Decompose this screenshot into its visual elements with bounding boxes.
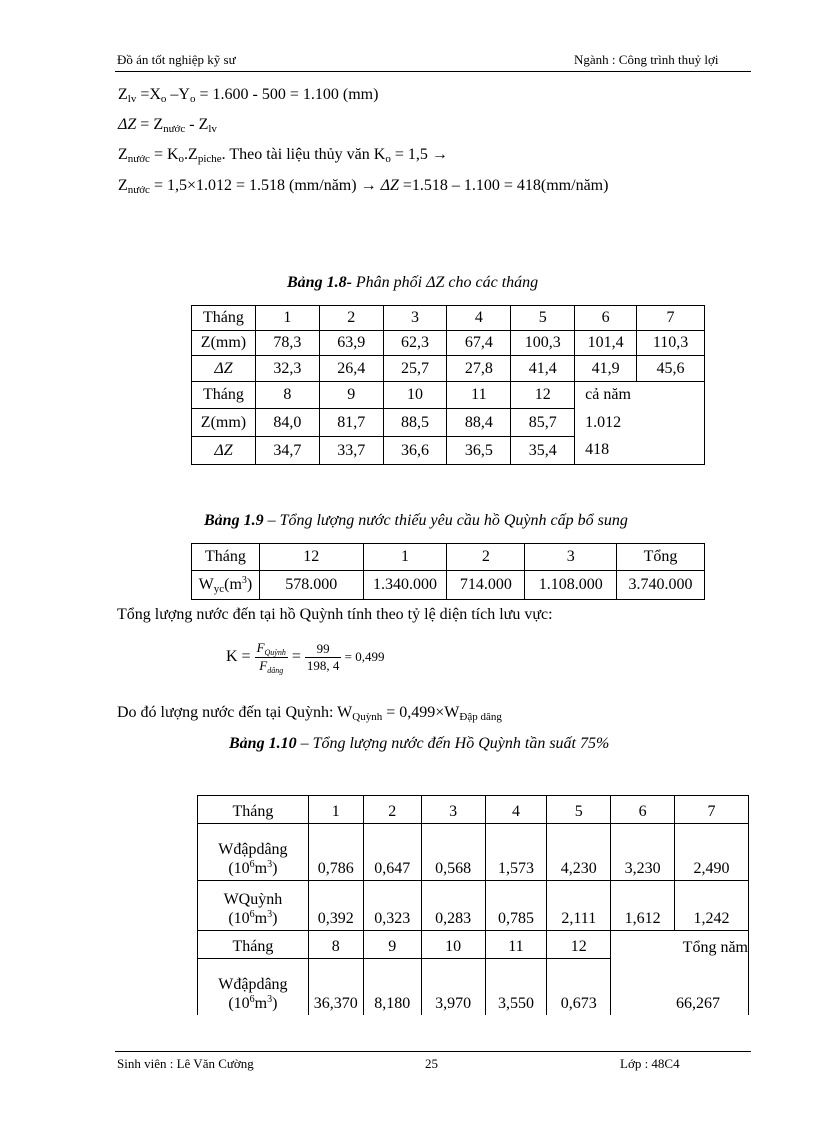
table-cell: 88,4 bbox=[447, 409, 511, 437]
table-cell: 3 bbox=[383, 306, 447, 331]
table-cell: 45,6 bbox=[637, 356, 705, 382]
table-cell: 88,5 bbox=[383, 409, 447, 437]
table-cell: 36,6 bbox=[383, 437, 447, 465]
table-cell: 0,392 bbox=[308, 881, 363, 931]
table-cell: 100,3 bbox=[511, 331, 575, 356]
header-left: Đồ án tốt nghiệp kỹ sư bbox=[117, 52, 236, 67]
table-cell: 34,7 bbox=[255, 437, 319, 465]
table-cell: 11 bbox=[447, 382, 511, 409]
table-cell: 1,573 bbox=[485, 824, 547, 881]
table-cell: 7 bbox=[637, 306, 705, 331]
table18-row bbox=[192, 331, 705, 356]
table-cell: 6 bbox=[611, 796, 675, 824]
table-cell: Z(mm) bbox=[192, 331, 256, 356]
table-cell: 418 bbox=[575, 437, 705, 465]
table-cell: Tháng bbox=[198, 931, 309, 959]
table18-caption: Bảng 1.8- Phân phối ΔZ cho các tháng bbox=[287, 274, 539, 291]
table-cell: 85,7 bbox=[511, 409, 575, 437]
table-cell: 81,7 bbox=[319, 409, 383, 437]
table-cell: 33,7 bbox=[319, 437, 383, 465]
table110-wquynh-row bbox=[198, 881, 749, 931]
table-cell: 27,8 bbox=[447, 356, 511, 382]
table-cell: 4 bbox=[485, 796, 547, 824]
table-cell: 12 bbox=[547, 931, 611, 959]
table-cell: 578.000 bbox=[259, 571, 363, 600]
k-fraction-right: $\frac{99}{198, 4}$ bbox=[306, 641, 340, 673]
table-cell: 3 bbox=[525, 544, 617, 571]
table-cell: 9 bbox=[319, 382, 383, 409]
table110-wdap-label-2: Wđậpdâng $(10^6m^3)$ bbox=[198, 959, 309, 1015]
table-cell: 2 bbox=[447, 544, 525, 571]
table-cell: 2 bbox=[363, 796, 421, 824]
table-cell: 2,490 bbox=[675, 824, 749, 881]
header-right: Ngành : Công trình thuỷ lợi bbox=[574, 52, 719, 67]
table-cell: 67,4 bbox=[447, 331, 511, 356]
table-cell: 110,3 bbox=[637, 331, 705, 356]
table110 bbox=[197, 795, 749, 1015]
table110-wdap-row-1 bbox=[198, 824, 749, 881]
table-cell: 26,4 bbox=[319, 356, 383, 382]
table110-caption: Bảng 1.10 – Tổng lượng nước đến Hồ Quỳnh tần suất 75% bbox=[229, 735, 610, 752]
table-cell: 7 bbox=[675, 796, 749, 824]
table-cell: 84,0 bbox=[255, 409, 319, 437]
table18-row bbox=[192, 306, 705, 331]
table-cell: 1 bbox=[308, 796, 363, 824]
table19-caption: Bảng 1.9 – Tổng lượng nước thiếu yêu cầu hồ Quỳnh cấp bổ sung bbox=[204, 512, 628, 529]
table-cell: 3,230 bbox=[611, 824, 675, 881]
table-cell: 2 bbox=[319, 306, 383, 331]
table110-wdap-label: Wđậpdâng $(10^6m^3)$ bbox=[198, 824, 309, 881]
table-cell: 36,5 bbox=[447, 437, 511, 465]
table-cell: 1.012 bbox=[575, 409, 705, 437]
formula-znuoc: $Z_{nước} = K_o.Z_{piche}$. Theo tài liệu thủy văn $K_o = 1,5$ → bbox=[118, 146, 448, 165]
table18-row bbox=[192, 382, 705, 409]
table18 bbox=[191, 305, 705, 465]
table-cell: 1 bbox=[255, 306, 319, 331]
footer-class: Lớp : 48C4 bbox=[620, 1056, 680, 1071]
table-cell: 3 bbox=[421, 796, 485, 824]
table-cell: 1,242 bbox=[675, 881, 749, 931]
table-cell: Tháng bbox=[192, 544, 260, 571]
table-cell: 36,370 bbox=[308, 959, 363, 1015]
table-cell: 5 bbox=[511, 306, 575, 331]
header-rule bbox=[115, 71, 751, 72]
k-formula: K = $\frac{F_{Quỳnh}}{F_{dâng}}$ = $\frac{99}{198, 4}$ = 0,499 bbox=[226, 640, 385, 675]
table-cell: ΔZ bbox=[192, 437, 256, 465]
table-cell: 6 bbox=[575, 306, 637, 331]
table-cell: 0,323 bbox=[363, 881, 421, 931]
table-cell: 63,9 bbox=[319, 331, 383, 356]
table-cell: 4,230 bbox=[547, 824, 611, 881]
table-cell: 2,111 bbox=[547, 881, 611, 931]
table-cell: 5 bbox=[547, 796, 611, 824]
table-cell: 8 bbox=[308, 931, 363, 959]
table-cell: 8 bbox=[255, 382, 319, 409]
table-cell: 1.108.000 bbox=[525, 571, 617, 600]
table-cell: 12 bbox=[259, 544, 363, 571]
table-cell: 12 bbox=[511, 382, 575, 409]
table-cell: 714.000 bbox=[447, 571, 525, 600]
table-cell: 0,568 bbox=[421, 824, 485, 881]
table110-wquynh-label: WQuỳnh $(10^6m^3)$ bbox=[198, 881, 309, 931]
table-cell: 35,4 bbox=[511, 437, 575, 465]
table-cell: 0,786 bbox=[308, 824, 363, 881]
footer-student: Sinh viên : Lê Văn Cường bbox=[117, 1056, 254, 1071]
table19-row-label: $W_{yc}(m^3)$ bbox=[192, 571, 260, 600]
table-cell: 1.340.000 bbox=[363, 571, 447, 600]
table-cell: 0,283 bbox=[421, 881, 485, 931]
table-cell: Tổng năm bbox=[611, 931, 749, 959]
table-cell: 4 bbox=[447, 306, 511, 331]
table-cell: 1 bbox=[363, 544, 447, 571]
k-fraction-left: $\frac{F_{Quỳnh}}{F_{dâng}}$ bbox=[256, 640, 286, 675]
table-cell: 101,4 bbox=[575, 331, 637, 356]
table-cell: 25,7 bbox=[383, 356, 447, 382]
table-cell: 0,673 bbox=[547, 959, 611, 1015]
table-cell: Z(mm) bbox=[192, 409, 256, 437]
formula-delta-z: $\Delta Z = Z_{nước} - Z_{lv}$ bbox=[118, 116, 217, 135]
table-cell: Tháng bbox=[192, 382, 256, 409]
table-cell: Tháng bbox=[192, 306, 256, 331]
table-cell: 10 bbox=[383, 382, 447, 409]
table18-row bbox=[192, 437, 705, 465]
table19-value-row bbox=[192, 571, 705, 600]
table-cell: Tháng bbox=[198, 796, 309, 824]
table-cell: 32,3 bbox=[255, 356, 319, 382]
table-cell: 1,612 bbox=[611, 881, 675, 931]
table-cell: 41,4 bbox=[511, 356, 575, 382]
table-cell: 11 bbox=[485, 931, 547, 959]
table-cell: cả năm bbox=[575, 382, 705, 409]
table-cell: 0,785 bbox=[485, 881, 547, 931]
table19-header-row bbox=[192, 544, 705, 571]
table-cell: 8,180 bbox=[363, 959, 421, 1015]
table-cell: 0,647 bbox=[363, 824, 421, 881]
table-cell: 78,3 bbox=[255, 331, 319, 356]
table110-wdap-row-2 bbox=[198, 959, 749, 1015]
table18-row bbox=[192, 356, 705, 382]
formula-zlv: $Z_{lv} =X_o$ $-Y_o = 1.600 - 500 = 1.100$ (mm) bbox=[118, 86, 379, 105]
table-cell: 3,970 bbox=[421, 959, 485, 1015]
text-k-intro: Tổng lượng nước đến tại hồ Quỳnh tính theo tỷ lệ diện tích lưu vực: bbox=[117, 606, 553, 623]
page-number: 25 bbox=[425, 1056, 438, 1071]
table-cell: Tổng bbox=[617, 544, 705, 571]
table-cell: 41,9 bbox=[575, 356, 637, 382]
table19 bbox=[191, 543, 705, 600]
table18-row bbox=[192, 409, 705, 437]
table-cell: 10 bbox=[421, 931, 485, 959]
table-cell: ΔZ bbox=[192, 356, 256, 382]
table110-header-row-2 bbox=[198, 931, 749, 959]
footer-rule bbox=[115, 1051, 751, 1052]
text-do-do: Do đó lượng nước đến tại Quỳnh: $W_{Quỳnh} = 0,499\times W_{Đập dâng}$ bbox=[117, 704, 502, 723]
formula-znuoc-value: $Z_{nước} = 1,5\times 1.012 = 1.518$ (mm/năm) → ΔZ =1.518 – 1.100 = 418(mm/năm) bbox=[118, 177, 609, 196]
table-cell: 9 bbox=[363, 931, 421, 959]
table-cell: 3.740.000 bbox=[617, 571, 705, 600]
table110-header-row-1 bbox=[198, 796, 749, 824]
table-cell: 66,267 bbox=[611, 959, 749, 1015]
table-cell: 62,3 bbox=[383, 331, 447, 356]
table-cell: 3,550 bbox=[485, 959, 547, 1015]
